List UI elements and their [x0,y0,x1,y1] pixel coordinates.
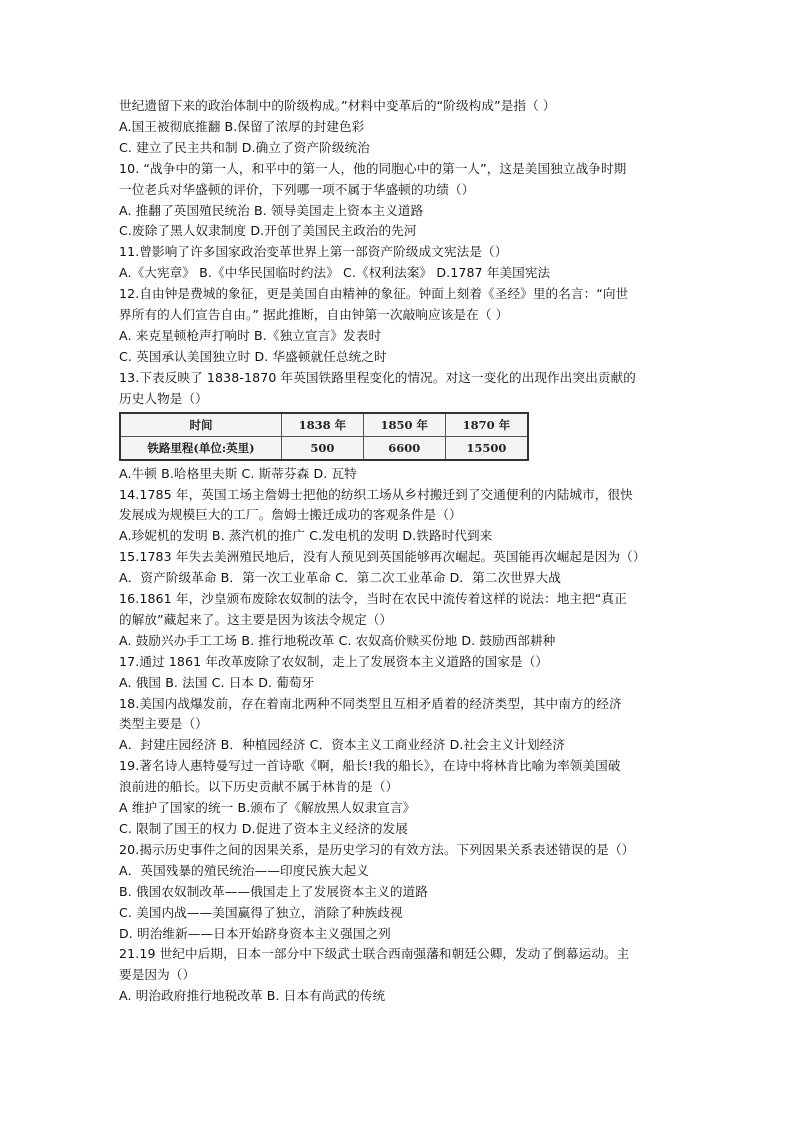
text-line: 21.19 世纪中后期，日本一部分中下级武士联合西南强藩和朝廷公卿，发动了倒幕运动。主 [119,946,630,962]
text-line: B. 俄国农奴制改革——俄国走上了发展资本主义的道路 [119,883,428,899]
text-line: 16.1861 年，沙皇颁布废除农奴制的法令，当时在农民中流传着这样的说法：地主把“真正 [119,591,627,607]
text-line: 历史人物是（） [119,390,208,406]
text-line: 类型主要是（） [119,716,208,732]
text-line: 界所有的人们宣告自由。” 据此推断，自由钟第一次敲响应该是在（ ） [119,307,509,323]
text-line: 13.下表反映了 1838-1870 年英国铁路里程变化的情况。对这一变化的出现作出突出贡献的 [119,369,636,385]
text-line: 一位老兵对华盛顿的评价，下列哪一项不属于华盛顿的功绩（） [119,181,475,197]
text-line: A.《大宪章》 B.《中华民国临时约法》 C.《权利法案》 D.1787 年美国宪法 [119,265,551,281]
text-line: 世纪遗留下来的政治体制中的阶级构成。”材料中变革后的“阶级构成”是指（ ） [119,98,556,113]
text-line: A.珍妮机的发明 B. 蒸汽机的推广 C.发电机的发明 D.铁路时代到来 [119,528,493,544]
railway-mileage-table [119,412,529,461]
text-line: A 维护了国家的统一 B.颁布了《解放黑人奴隶宣言》 [119,800,416,816]
table-cell: 6600 [363,436,445,460]
table-header-cell: 1838 年 [282,413,364,437]
table-cell: 500 [282,436,364,460]
exam-page [119,96,679,1007]
text-line: A. 鼓励兴办手工工场 B. 推行地税改革 C. 农奴高价赎买份地 D. 鼓励西部耕种 [119,632,556,648]
table-header-row [120,413,528,437]
text-line: A.国王被彻底推翻 B.保留了浓厚的封建色彩 [119,118,365,134]
text-line: D. 明治维新——日本开始跻身资本主义强国之列 [119,925,391,941]
text-line: 14.1785 年，英国工场主詹姆士把他的纺织工场从乡村搬迁到了交通便利的内陆城市，很快 [119,486,633,502]
text-line: A．封建庄园经济 B．种植园经济 C．资本主义工商业经济 D.社会主义计划经济 [119,737,566,753]
text-line: A. 来克星顿枪声打响时 B.《独立宣言》发表时 [119,327,382,343]
text-line: 浪前进的船长。以下历史贡献不属于林肯的是（） [119,779,399,795]
text-line: 19.著名诗人惠特曼写过一首诗歌《啊，船长!我的船长》，在诗中将林肯比喻为率领美国破 [119,758,621,774]
text-line: C. 建立了民主共和制 D.确立了资产阶级统治 [119,139,370,155]
text-line: 10. “战争中的第一人，和平中的第一人，他的同胞心中的第一人”，这是美国独立战争时期 [119,160,627,176]
text-line: 要是因为（） [119,967,196,983]
question-block-top [119,96,679,410]
table-header-cell: 1850 年 [363,413,445,437]
table-cell: 15500 [445,436,528,460]
text-line: C.废除了黑人奴隶制度 D.开创了美国民主政治的先河 [119,223,417,239]
table-row [120,436,528,460]
table-header-cell: 1870 年 [445,413,528,437]
text-line: A.牛顿 B.哈格里夫斯 C. 斯蒂芬森 D. 瓦特 [119,465,357,481]
text-line: C. 限制了国王的权力 D.促进了资本主义经济的发展 [119,821,408,836]
text-line: C. 英国承认美国独立时 D. 华盛顿就任总统之时 [119,348,387,364]
text-line: C. 美国内战——美国赢得了独立，消除了种族歧视 [119,904,403,920]
text-line: 20.揭示历史事件之间的因果关系，是历史学习的有效方法。下列因果关系表述错误的是（） [119,841,635,857]
table-row-label: 铁路里程(单位:英里) [120,436,282,460]
text-line: 的解放”藏起来了。这主要是因为该法令规定（） [119,611,393,627]
text-line: A. 俄国 B. 法国 C. 日本 D. 葡萄牙 [119,674,315,690]
text-line: A．资产阶级革命 B．第一次工业革命 C．第二次工业革命 D．第二次世界大战 [119,570,561,586]
question-block-bottom [119,464,679,1008]
text-line: 12.自由钟是费城的象征，更是美国自由精神的象征。钟面上刻着《圣经》里的名言：“向世 [119,286,629,302]
text-line: 发展成为规模巨大的工厂。詹姆士搬迁成功的客观条件是（） [119,507,462,523]
text-line: 15.1783 年失去美洲殖民地后，没有人预见到英国能够再次崛起。英国能再次崛起是因为（） [119,549,646,565]
table-header-cell: 时间 [120,413,282,437]
text-line: A．英国残暴的殖民统治——印度民族大起义 [119,862,369,878]
text-line: A. 明治政府推行地税改革 B. 日本有尚武的传统 [119,988,386,1004]
text-line: 18.美国内战爆发前，存在着南北两种不同类型且互相矛盾着的经济类型，其中南方的经济 [119,695,622,711]
text-line: 17.通过 1861 年改革废除了农奴制，走上了发展资本主义道路的国家是（） [119,653,549,669]
text-line: 11.曾影响了许多国家政治变革世界上第一部资产阶级成文宪法是（） [119,244,508,260]
text-line: A. 推翻了英国殖民统治 B. 领导美国走上资本主义道路 [119,202,424,218]
